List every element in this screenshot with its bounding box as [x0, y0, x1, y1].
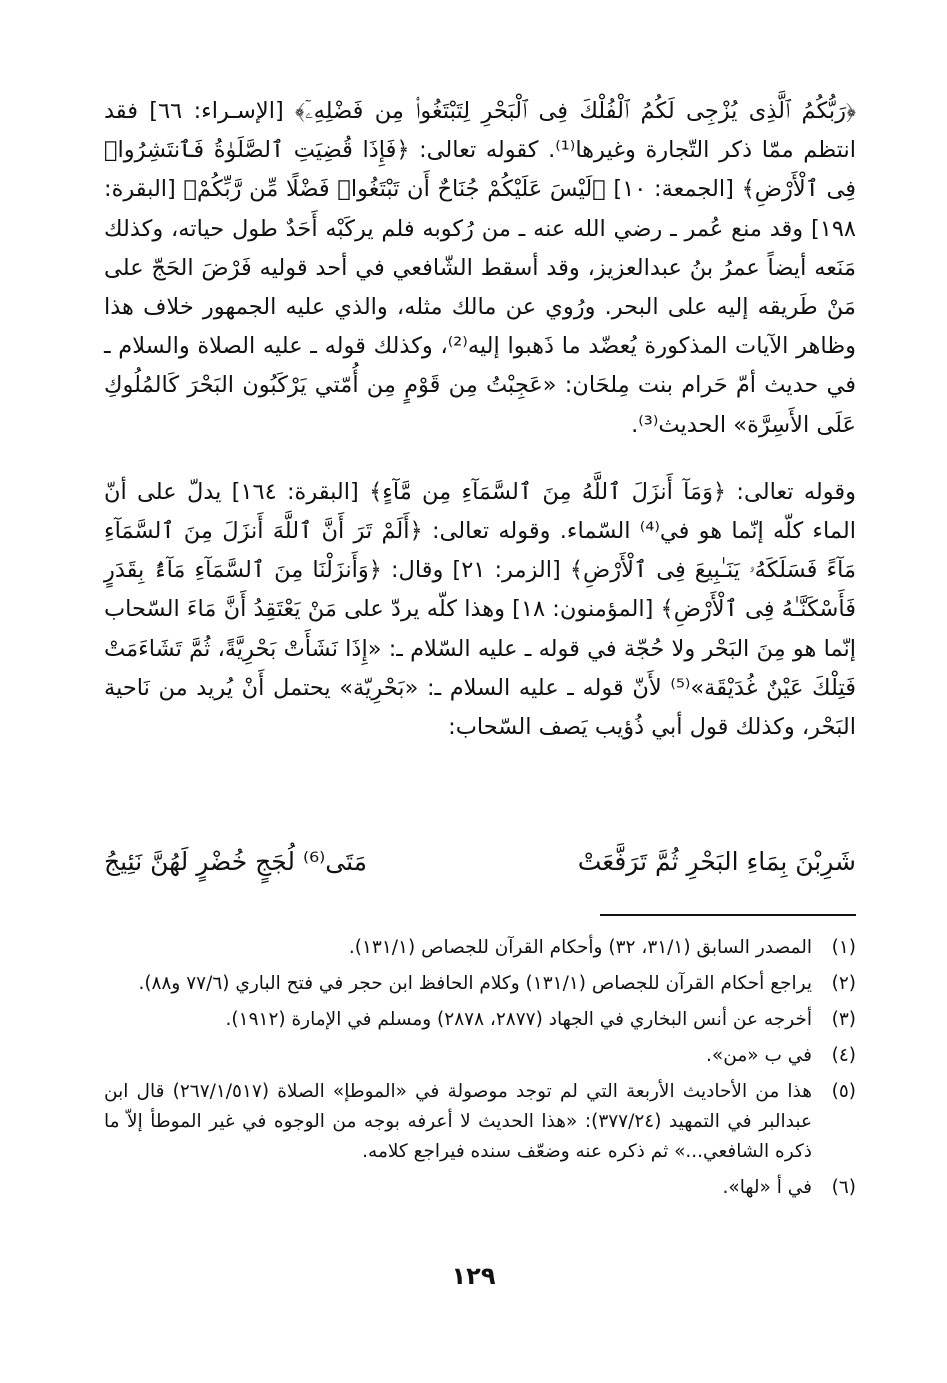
verse-hemistich-2: مَتَى⁽⁶⁾ لُجَجٍ خُضْرٍ لَهُنَّ نَئِيجُ — [104, 847, 368, 876]
footnote-text: هذا من الأحاديث الأربعة التي لم توجد موصولة في «الموطإ» الصلاة (٢٦٧/١/٥١٧) قال ابن عبدالبر في التمهيد (٣٧٧/٢٤): «هذا الحديث لا أعرفه بوجه من الوجوه في غير الموطأ إلاّ ما ذكره الشافعي...» ثم ذكره عنه وضعّف سنده فيراجع كلامه. — [104, 1081, 813, 1162]
footnote-number: (٥) — [831, 1081, 856, 1102]
footnote-text: يراجع أحكام القرآن للجصاص (١٣١/١) وكلام الحافظ ابن حجر في فتح الباري (٧٧/٦ و٨٨). — [138, 973, 812, 994]
footnotes — [104, 933, 856, 1209]
footnote — [104, 933, 856, 963]
footnote — [104, 969, 856, 999]
footnote — [104, 1173, 856, 1203]
footnote-number: (١) — [831, 937, 856, 958]
footnote-number: (٦) — [831, 1177, 856, 1198]
verse-hemistich-1: شَرِبْنَ بِمَاءِ البَحْرِ ثُمَّ تَرَفَّعَتْ — [577, 847, 856, 876]
paragraph-1: ﴿رَبُّكُمُ ٱلَّذِى يُزْجِى لَكُمُ ٱلْفُلْكَ فِى ٱلْبَحْرِ لِتَبْتَغُوا۟ مِن فَضْلِهِۦٓ﴾ [الإسـراء: ٦٦] فقد انتظم ممّا ذكر التّجارة وغيرها⁽¹⁾. كقوله تعالى: ﴿فَإِذَا قُضِيَتِ ٱلصَّلَوٰةُ فَٱنتَشِرُوا۟ فِى ٱلْأَرْضِ﴾ [الجمعة: ١٠] ﴿لَيْسَ عَلَيْكُمْ جُنَاحٌ أَن تَبْتَغُوا۟ فَضْلًا مِّن رَّبِّكُمْ﴾ [البقرة: ١٩٨] وقد منع عُمر ـ رضي الله عنه ـ من رُكوبه فلم يركَبْه أَحَدٌ طول حياته، وكذلك مَنَعه أيضاً عمرُ بنُ عبدالعزيز، وقد أسقط الشّافعي في أحد قوليه فَرْضَ الحَجّ على مَنْ طَريقه إليه على البحر. ورُوي عن مالك مثله، والذي عليه الجمهور خلاف هذا وظاهر الآيات المذكورة يُعضّد ما ذَهبوا إليه⁽²⁾، وكذلك قوله ـ عليه الصلاة والسلام ـ في حديث أمّ حَرام بنت مِلحَان: «عَجِبْتُ مِن قَوْمٍ مِن أُمّتي يَرْكَبُون البَحْرَ كَالمُلُوكِ عَلَى الأَسِرَّة» الحديث⁽³⁾. — [104, 98, 857, 438]
footnote-text: المصدر السابق (٣١/١، ٣٢) وأحكام القرآن للجصاص (١٣١/١). — [348, 937, 812, 958]
paragraph-2: وقوله تعالى: ﴿وَمَآ أَنزَلَ ٱللَّهُ مِنَ ٱلسَّمَآءِ مِن مَّآءٍ﴾ [البقرة: ١٦٤] يدلّ على أنّ الماء كلّه إنّما هو في⁽⁴⁾ السّماء. وقوله تعالى: ﴿أَلَمْ تَرَ أَنَّ ٱللَّهَ أَنزَلَ مِنَ ٱلسَّمَآءِ مَآءً فَسَلَكَهُۥ يَنَـٰبِيعَ فِى ٱلْأَرْضِ﴾ [الزمر: ٢١] وقال: ﴿وَأَنزَلْنَا مِنَ ٱلسَّمَآءِ مَآءًۢ بِقَدَرٍ فَأَسْكَنَّـٰهُ فِى ٱلْأَرْضِ﴾ [المؤمنون: ١٨] وهذا كلّه يردّ على مَنْ يَعْتَقِدُ أَنَّ مَاءَ السّحاب إنّما هو مِنَ البَحْر ولا حُجّة في قوله ـ عليه السّلام ـ: «إِذَا نَشَأَتْ بَحْرِيَّةً، ثُمَّ تَشَاءَمَتْ فَتِلْكَ عَيْنٌ غُدَيْقَة»⁽⁵⁾ لأَنّ قوله ـ عليه السلام ـ: «بَحْرِيّة» يحتمل أَنْ يُريد من نَاحية البَحْر، وكذلك قول أبي ذُؤيب يَصف السّحاب: — [104, 478, 856, 741]
main-text — [104, 92, 856, 747]
footnote — [104, 1005, 856, 1035]
footnote-text: في ب «من». — [706, 1045, 812, 1066]
footnote — [104, 1077, 856, 1167]
page-number: ١٢٩ — [451, 1262, 496, 1290]
footnote-number: (٢) — [831, 973, 856, 994]
footnote-text: أخرجه عن أنس البخاري في الجهاد (٢٨٧٧، ٢٨٧٨) ومسلم في الإمارة (١٩١٢). — [225, 1009, 812, 1030]
footnote-number: (٣) — [831, 1009, 856, 1030]
footnote-text: في أ «لها». — [722, 1177, 812, 1198]
poetry-verse — [104, 838, 856, 886]
footnote-number: (٤) — [831, 1045, 856, 1066]
footnote-separator — [600, 914, 856, 916]
footnote — [104, 1041, 856, 1071]
